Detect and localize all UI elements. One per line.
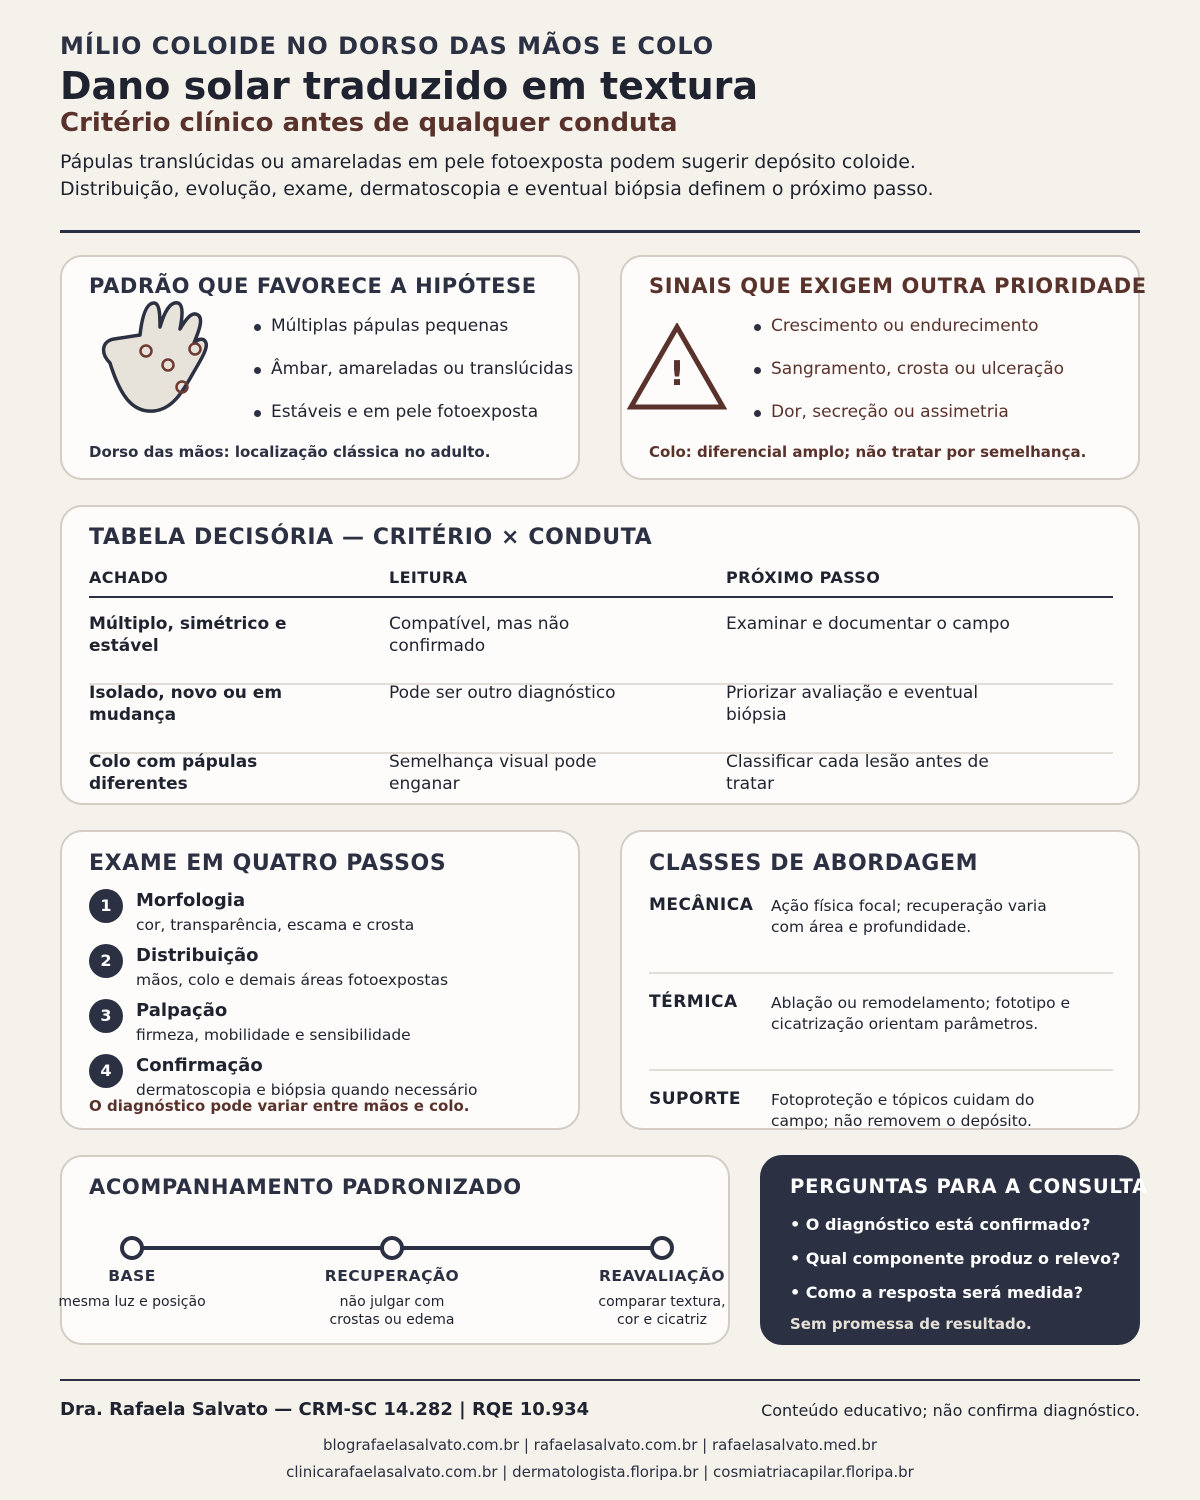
stage-label-reavaliacao: REAVALIAÇÃO — [598, 1267, 726, 1285]
warning-title: SINAIS QUE EXIGEM OUTRA PRIORIDADE — [649, 274, 1147, 298]
warning-item: Sangramento, crosta ou ulceração — [771, 359, 1065, 379]
stage-sub: crostas ou edema — [329, 1312, 455, 1328]
class-key: SUPORTE — [649, 1089, 741, 1109]
step-number: 4 — [89, 1054, 123, 1088]
classes-title: CLASSES DE ABORDAGEM — [649, 851, 979, 876]
warning-note: Colo: diferencial amplo; não tratar por semelhança. — [649, 443, 1087, 461]
exam-note: O diagnóstico pode variar entre mãos e colo. — [89, 1097, 470, 1115]
table-cell: Colo com pápulas diferentes — [89, 752, 258, 794]
step-number: 2 — [89, 944, 123, 978]
table-cell: Semelhança visual pode enganar — [389, 752, 597, 794]
stage-sub: mesma luz e posição — [58, 1294, 206, 1310]
pattern-title: PADRÃO QUE FAVORECE A HIPÓTESE — [89, 274, 537, 298]
footer-links-1[interactable]: blografaelasalvato.com.br | rafaelasalvato.com.br | rafaelasalvato.med.br — [322, 1436, 878, 1454]
table-cell: Classificar cada lesão antes de tratar — [726, 752, 989, 794]
table-cell: Examinar e documentar o campo — [726, 614, 1010, 634]
header-divider — [60, 230, 1140, 233]
warning-triangle-icon — [627, 323, 727, 413]
step-title: Morfologia — [136, 890, 246, 911]
table-cell: Múltiplo, simétrico e estável — [89, 614, 287, 656]
class-key: MECÂNICA — [649, 895, 754, 915]
warning-card — [620, 255, 1147, 480]
stage-sub: não julgar com — [339, 1294, 445, 1310]
step-title: Confirmação — [136, 1055, 263, 1076]
questions-card — [760, 1155, 1149, 1345]
footer-disclaimer: Conteúdo educativo; não confirma diagnóstico. — [761, 1401, 1140, 1420]
svg-text:!: ! — [669, 354, 685, 394]
followup-timeline — [112, 1233, 682, 1263]
followup-title: ACOMPANHAMENTO PADRONIZADO — [89, 1175, 522, 1199]
table-title: TABELA DECISÓRIA — CRITÉRIO × CONDUTA — [89, 525, 653, 550]
class-desc: Ação física focal; recuperação varia com área e profundidade. — [771, 897, 1047, 936]
pattern-card — [60, 255, 580, 480]
header-kicker: MÍLIO COLOIDE NO DORSO DAS MÃOS E COLO — [60, 32, 715, 60]
question-item: • O diagnóstico está confirmado? — [790, 1215, 1091, 1234]
step-desc: cor, transparência, escama e crosta — [136, 916, 415, 934]
question-item: • Como a resposta será medida? — [790, 1283, 1084, 1302]
stage-label-base: BASE — [108, 1267, 156, 1285]
step-desc: mãos, colo e demais áreas fotoexpostas — [136, 971, 449, 989]
step-title: Distribuição — [136, 945, 259, 966]
table-header-achado: ACHADO — [89, 568, 169, 587]
pattern-item: Múltiplas pápulas pequenas — [271, 316, 509, 336]
stage-sub: comparar textura, — [598, 1294, 726, 1310]
pattern-note: Dorso das mãos: localização clássica no adulto. — [89, 443, 491, 461]
table-cell: Priorizar avaliação e eventual biópsia — [726, 683, 979, 725]
questions-note: Sem promessa de resultado. — [790, 1315, 1032, 1333]
exam-card — [60, 830, 580, 1130]
table-cell: Pode ser outro diagnóstico — [389, 683, 616, 703]
decision-table-card — [60, 505, 1140, 805]
pattern-item: Estáveis e em pele fotoexposta — [271, 402, 539, 422]
step-desc: dermatoscopia e biópsia quando necessário — [136, 1081, 478, 1099]
table-cell: Compatível, mas não confirmado — [389, 614, 570, 656]
classes-card — [620, 830, 1140, 1130]
stage-label-recuperacao: RECUPERAÇÃO — [324, 1267, 460, 1285]
class-divider — [649, 972, 1113, 974]
table-header-leitura: LEITURA — [389, 568, 468, 587]
intro-line-2: Distribuição, evolução, exame, dermatoscopia e eventual biópsia definem o próximo passo. — [60, 178, 934, 200]
followup-card — [60, 1155, 730, 1345]
exam-title: EXAME EM QUATRO PASSOS — [89, 851, 447, 876]
stage-sub: cor e cicatriz — [617, 1312, 707, 1328]
class-desc: Ablação ou remodelamento; fototipo e cicatrização orientam parâmetros. — [771, 994, 1071, 1033]
question-item: • Qual componente produz o relevo? — [790, 1249, 1121, 1268]
footer-divider — [60, 1379, 1140, 1381]
class-desc: Fotoproteção e tópicos cuidam do campo; não removem o depósito. — [771, 1091, 1035, 1130]
page-subtitle: Critério clínico antes de qualquer conduta — [60, 108, 678, 138]
intro-line-1: Pápulas translúcidas ou amareladas em pele fotoexposta podem sugerir depósito coloide. — [60, 151, 916, 173]
hand-icon — [92, 295, 212, 419]
table-header-proximo: PRÓXIMO PASSO — [726, 568, 881, 587]
step-title: Palpação — [136, 1000, 228, 1021]
warning-item: Crescimento ou endurecimento — [771, 316, 1039, 336]
table-cell: Isolado, novo ou em mudança — [89, 683, 283, 725]
footer-links-2[interactable]: clinicarafaelasalvato.com.br | dermatologista.floripa.br | cosmiatriacapilar.floripa.br — [286, 1463, 914, 1481]
class-key: TÉRMICA — [649, 992, 738, 1012]
step-desc: firmeza, mobilidade e sensibilidade — [136, 1026, 411, 1044]
table-header-rule — [89, 596, 1113, 598]
step-number: 3 — [89, 999, 123, 1033]
page-title: Dano solar traduzido em textura — [60, 64, 759, 108]
questions-title: PERGUNTAS PARA A CONSULTA — [790, 1175, 1149, 1198]
pattern-item: Âmbar, amareladas ou translúcidas — [271, 359, 574, 379]
class-divider — [649, 1069, 1113, 1071]
step-number: 1 — [89, 889, 123, 923]
footer-author: Dra. Rafaela Salvato — CRM-SC 14.282 | RQE 10.934 — [60, 1399, 590, 1420]
warning-item: Dor, secreção ou assimetria — [771, 402, 1009, 422]
